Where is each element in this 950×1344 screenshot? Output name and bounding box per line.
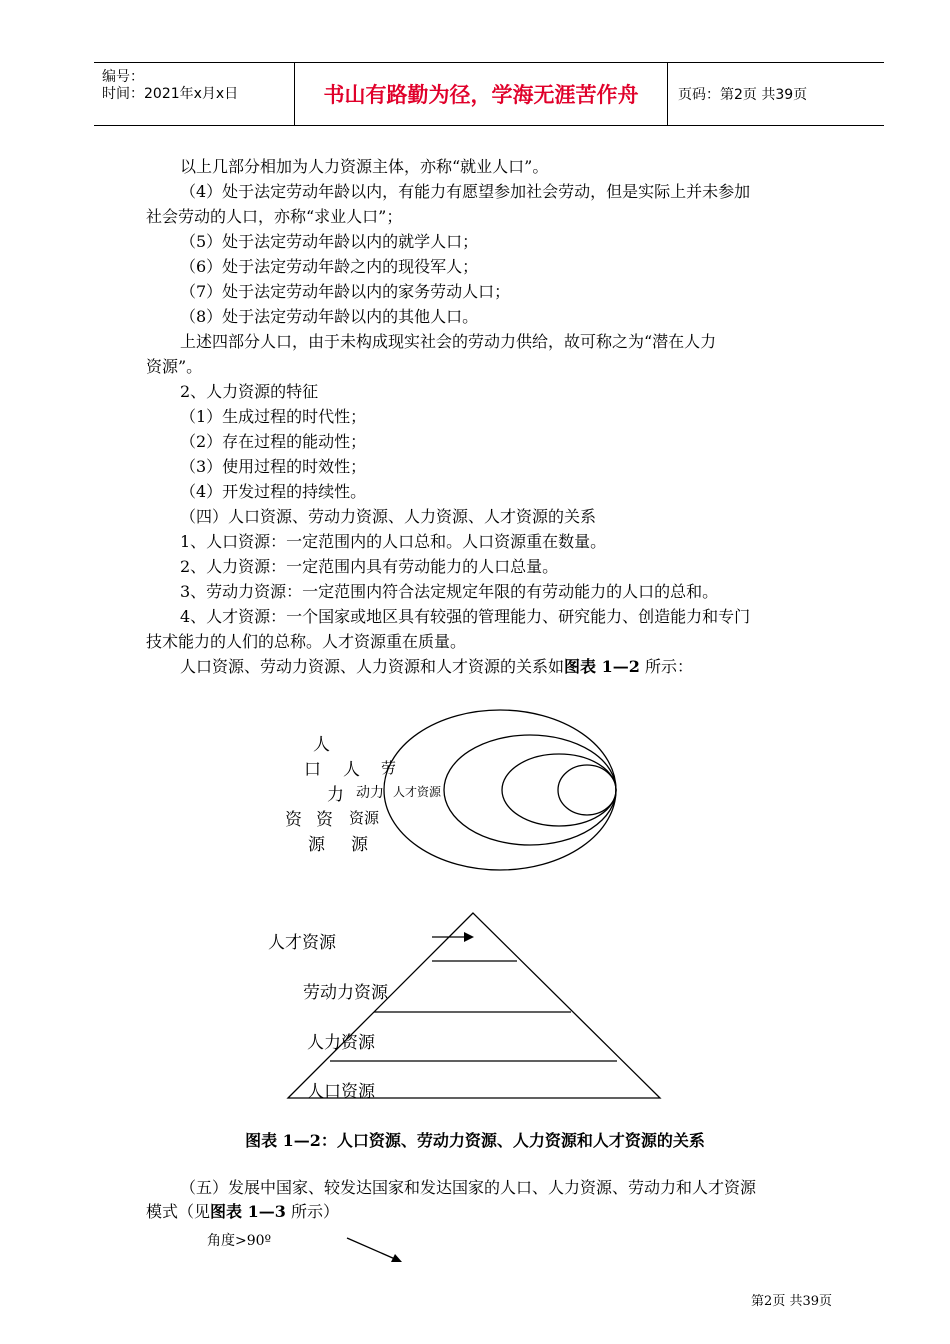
list-item: （2）存在过程的能动性； (180, 432, 367, 451)
list-item: （4）开发过程的持续性。 (180, 482, 367, 501)
date-label: 时间：2021年x月x日 (102, 86, 239, 102)
figure-reference: 图表 1—3 (210, 1202, 286, 1221)
arrow-head-icon (464, 932, 474, 942)
list-item: （3）使用过程的时效性； (180, 457, 367, 476)
pyramid-label-human: 人力资源 (307, 1033, 375, 1053)
page-footer: 第2页 共39页 (751, 1294, 832, 1309)
pyramid-label-population: 人口资源 (307, 1082, 375, 1102)
list-item: （6）处于法定劳动年龄之内的现役军人； (180, 257, 479, 276)
ellipse-label: 口 (304, 760, 321, 780)
paragraph: 1、人口资源：一定范围内的人口总和。人口资源重在数量。 (180, 532, 607, 551)
ellipse-label: 人 (313, 735, 330, 755)
pyramid-outline (288, 913, 660, 1098)
text-run: 所示： (639, 657, 693, 676)
list-item: （5）处于法定劳动年龄以内的就学人口； (180, 232, 479, 251)
list-item: （8）处于法定劳动年龄以内的其他人口。 (180, 307, 479, 326)
ellipse-label: 动力 (356, 785, 384, 801)
header-motto: 书山有路勤为径，学海无涯苦作舟 (295, 63, 668, 125)
paragraph: 以上几部分相加为人力资源主体，亦称“就业人口”。 (180, 157, 549, 176)
paragraph (146, 1202, 339, 1222)
angle-label: 角度>90º (207, 1233, 272, 1249)
text-run: 模式（见 (146, 1202, 211, 1221)
text-run: 人口资源、劳动力资源、人力资源和人才资源的关系如 (180, 657, 565, 676)
ellipse-talent (558, 765, 616, 815)
paragraph: （五）发展中国家、较发达国家和发达国家的人口、人力资源、劳动力和人才资源 (180, 1178, 757, 1197)
number-label: 编号： (102, 69, 144, 85)
paragraph: 上述四部分人口，由于未构成现实社会的劳动力供给，故可称之为“潜在人力 (180, 332, 717, 351)
ellipse-label: 劳 (381, 759, 397, 777)
text-run: 所示） (285, 1202, 339, 1221)
ellipse-label: 源 (351, 835, 368, 855)
figure-caption: 图表 1—2：人口资源、劳动力资源、人力资源和人才资源的关系 (245, 1131, 705, 1150)
paragraph: 社会劳动的人口，亦称“求业人口”； (146, 207, 403, 226)
paragraph: 资源”。 (146, 357, 203, 376)
ellipse-label: 力 (327, 785, 344, 805)
paragraph: 3、劳动力资源：一定范围内符合法定规定年限的有劳动能力的人口的总和。 (180, 582, 719, 601)
section-heading: （四）人口资源、劳动力资源、人力资源、人才资源的关系 (180, 507, 597, 526)
ellipse-label: 资源 (349, 809, 380, 827)
ellipse-label: 资 (285, 810, 302, 830)
ellipse-human-resource (502, 754, 616, 826)
section-heading: 2、人力资源的特征 (180, 382, 319, 401)
ellipse-label: 资 (316, 810, 333, 830)
angle-arrow-line (347, 1238, 395, 1259)
paragraph: 4、人才资源：一个国家或地区具有较强的管理能力、研究能力、创造能力和专门 (180, 607, 751, 626)
paragraph: （4）处于法定劳动年龄以内，有能力有愿望参加社会劳动，但是实际上并未参加 (180, 182, 751, 201)
paragraph: 技术能力的人们的总称。人才资源重在质量。 (146, 632, 467, 651)
paragraph: 2、人力资源：一定范围内具有劳动能力的人口总量。 (180, 557, 559, 576)
pyramid-label-labor: 劳动力资源 (303, 983, 388, 1003)
ellipse-labor-force (444, 735, 616, 845)
list-item: （1）生成过程的时代性； (180, 407, 367, 426)
pyramid-label-talent: 人才资源 (268, 933, 336, 953)
list-item: （7）处于法定劳动年龄以内的家务劳动人口； (180, 282, 511, 301)
ellipse-label: 人 (343, 760, 360, 780)
header-page-label: 页码：第2页 共39页 (678, 87, 808, 103)
figure-reference: 图表 1—2 (564, 657, 640, 676)
ellipse-label: 源 (308, 835, 325, 855)
ellipse-label: 人才资源 (393, 785, 442, 799)
